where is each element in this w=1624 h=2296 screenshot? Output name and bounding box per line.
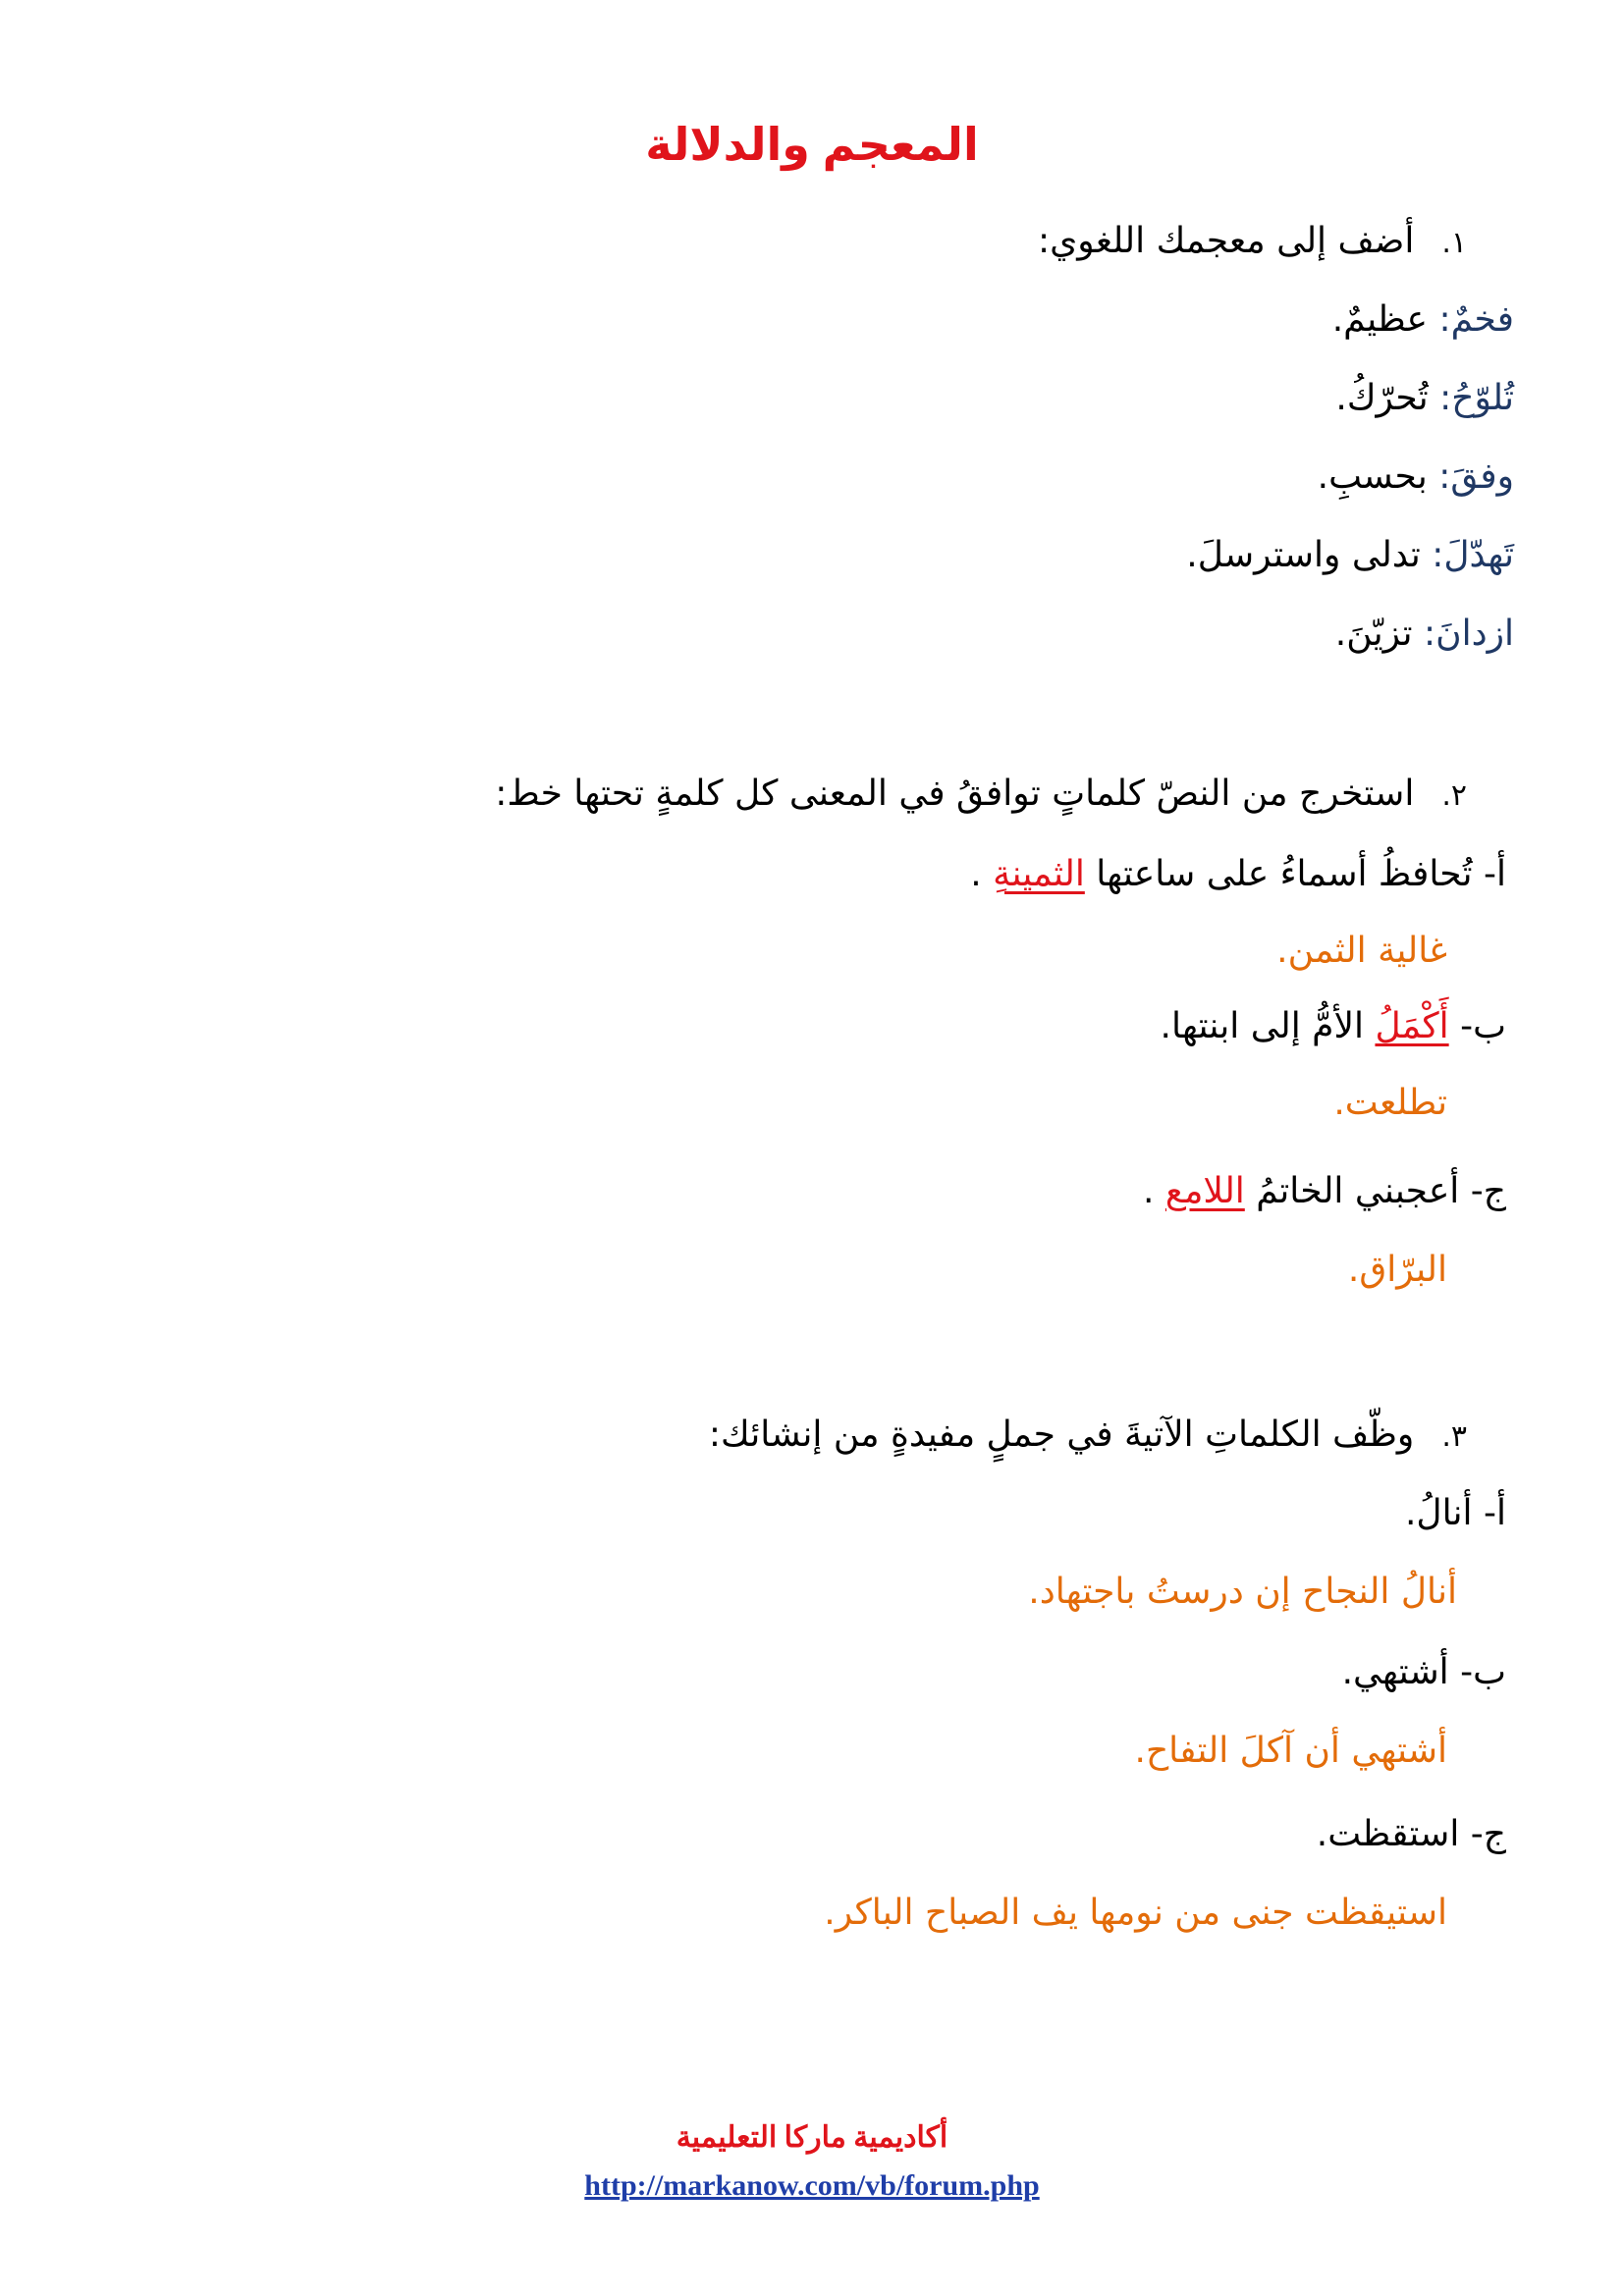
synonym-question [1143,1168,1506,1215]
sentence-part: . [970,854,994,894]
synonym-answer: غالية الثمن. [1276,931,1447,971]
vocab-term: تُلوّحُ: [1439,378,1514,418]
vocab-entry [1335,611,1514,658]
sentence-answer: استيقظت جنى من نومها يف الصباح الباكر. [824,1893,1447,1933]
vocab-term: تَهدّلَ: [1432,535,1514,575]
vocab-term: فخمٌ: [1438,299,1514,340]
vocab-meaning: تزيّنَ. [1334,614,1424,654]
section3-number: ٣. [1441,1419,1467,1454]
sentence-part [1449,1006,1460,1046]
vocab-entry [1332,296,1514,344]
sentence-part: أعجبني الخاتمُ [1244,1171,1471,1211]
underlined-word: أَكْمَلُ [1375,1006,1449,1046]
word-prompt: ب- أشتهي. [1341,1652,1506,1692]
item-letter: ج- [1470,1171,1506,1211]
section1-instruction [1038,218,1467,267]
word-prompt: أ- أنالُ. [1404,1493,1506,1533]
item-letter: أ- [1484,854,1506,894]
vocab-meaning: تُحرّكُ. [1335,378,1440,418]
sentence-part: تُحافظُ أسماءُ على ساعتها [1084,854,1484,894]
underlined-word: الثمينةِ [993,854,1085,894]
synonym-question [1161,1003,1506,1050]
sentence-part: الأمُّ إلى ابنتها. [1160,1006,1376,1046]
section2-number: ٢. [1441,778,1467,813]
section3-instruction [709,1412,1467,1461]
vocab-meaning: تدلى واسترسلَ. [1186,535,1433,575]
footer-link[interactable]: http://markanow.com/vb/forum.php [584,2169,1040,2202]
section1-instruction-text: أضف إلى معجمك اللغوي: [1037,221,1415,261]
section1-number: ١. [1441,226,1467,260]
sentence-part: . [1143,1171,1165,1211]
section2-instruction-text: استخرج من النصّ كلماتٍ توافقُ في المعنى كل كلمةٍ تحتها خط: [495,774,1415,814]
vocab-entry [1335,375,1514,422]
item-letter: ب- [1460,1006,1506,1046]
vocab-entry [1318,454,1514,501]
section2-instruction [495,771,1467,820]
synonym-answer: البرّاق. [1347,1250,1447,1290]
footer-academy-name: أكاديمية ماركا التعليمية [676,2121,948,2154]
vocab-meaning: عظيمٌ. [1331,299,1439,340]
vocab-term: ازدانَ: [1424,614,1514,654]
sentence-answer: أنالُ النجاح إن درستُ باجتهاد. [1028,1572,1457,1612]
underlined-word: اللامع [1164,1171,1245,1211]
vocab-meaning: بحسبِ. [1317,456,1439,497]
vocab-entry [1186,532,1514,579]
sentence-answer: أشتهي أن آكلَ التفاح. [1134,1731,1447,1771]
word-prompt: ج- استقظت. [1316,1814,1506,1854]
page-title: المعجم والدلالة [645,119,979,170]
vocab-term: وفقَ: [1438,456,1514,497]
synonym-question [970,851,1506,898]
section3-instruction-text: وظّف الكلماتِ الآتيةَ في جملٍ مفيدةٍ من إنشائك: [708,1415,1415,1455]
synonym-answer: تطلعت. [1333,1083,1447,1123]
